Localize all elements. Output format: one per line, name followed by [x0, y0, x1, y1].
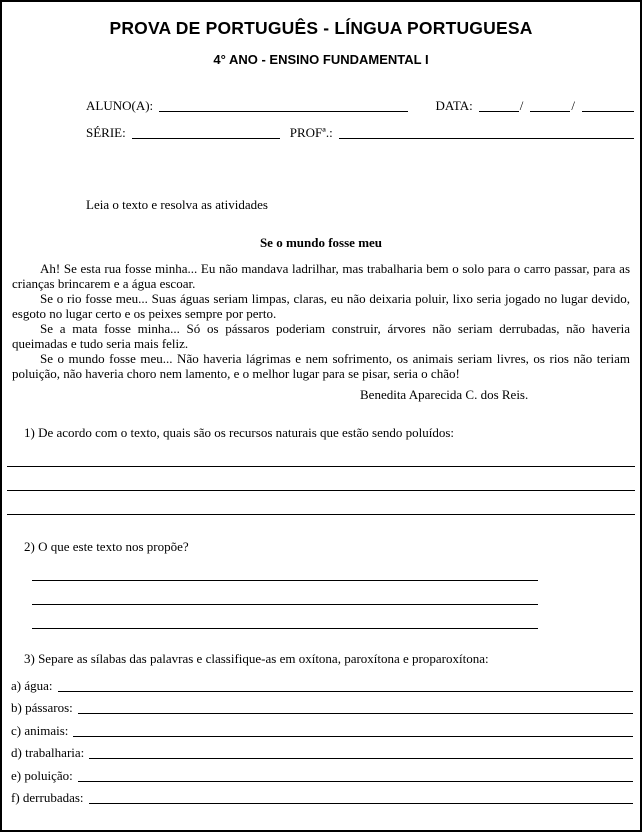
question-3-items — [2, 671, 640, 806]
syllable-item-label: b) pássaros: — [11, 700, 73, 715]
syllable-item-a — [11, 671, 633, 694]
answer-blank[interactable] — [89, 791, 633, 804]
syllable-item-f — [11, 784, 633, 807]
reading-paragraph-2: Se o rio fosse meu... Suas águas seriam limpas, claras, eu não deixaria poluir, lixo seria jogado no lugar devido, esgoto no lugar certo e os peixes sempre por perto. — [12, 291, 630, 321]
answer-blank[interactable] — [89, 746, 633, 759]
reading-paragraph-4: Se o mundo fosse meu... Não haveria lágrimas e nem sofrimento, os animais seriam livres, os rios não teriam poluição, não haveria choro nem lamento, e o melhor lugar para se pisar, seria o chão! — [12, 351, 630, 381]
syllable-item-b — [11, 694, 633, 717]
answer-blank[interactable] — [78, 701, 633, 714]
page-subtitle: 4° ANO - ENSINO FUNDAMENTAL I — [213, 52, 429, 67]
answer-line[interactable] — [32, 581, 538, 605]
student-name-label: ALUNO(A): — [86, 98, 154, 113]
date-month-blank[interactable] — [530, 99, 570, 112]
form-row-grade-teacher — [86, 114, 634, 141]
student-name-blank[interactable] — [159, 99, 407, 112]
date-separator: / — [519, 98, 524, 113]
date-day-blank[interactable] — [479, 99, 519, 112]
answer-line[interactable] — [7, 491, 635, 515]
syllable-item-label: e) poluição: — [11, 767, 73, 783]
answer-line[interactable] — [32, 605, 538, 629]
question-2-label: 2) O que este texto nos propõe? — [24, 539, 189, 554]
answer-blank[interactable] — [78, 769, 633, 782]
teacher-blank[interactable] — [339, 126, 634, 139]
date-year-blank[interactable] — [582, 99, 634, 112]
syllable-item-label: f) derrubadas: — [11, 790, 84, 805]
question-3-label: 3) Separe as sílabas das palavras e classifique-as em oxítona, paroxítona e proparoxítona: — [24, 651, 489, 666]
answer-line[interactable] — [32, 557, 538, 581]
answer-blank[interactable] — [58, 679, 633, 692]
syllable-item-label: d) trabalharia: — [11, 745, 85, 760]
question-1-answer-area — [2, 443, 640, 515]
reading-author: Benedita Aparecida C. dos Reis. — [360, 387, 529, 402]
answer-blank[interactable] — [73, 724, 633, 737]
reading-paragraph-1: Ah! Se esta rua fosse minha... Eu não mandava ladrilhar, mas trabalharia bem o solo para o carro passar, para as crianças brincarem e a água escoar. — [12, 261, 630, 291]
syllable-item-c — [11, 716, 633, 739]
page-title: PROVA DE PORTUGUÊS - LÍNGUA PORTUGUESA — [109, 18, 533, 38]
answer-line[interactable] — [7, 467, 635, 491]
reading-text-body — [12, 261, 630, 381]
answer-line[interactable] — [7, 443, 635, 467]
question-1-label: 1) De acordo com o texto, quais são os recursos naturais que estão sendo poluídos: — [24, 425, 454, 440]
syllable-item-d — [11, 739, 633, 762]
date-separator: / — [571, 98, 575, 113]
grade-blank[interactable] — [132, 126, 280, 139]
teacher-label: PROFª.: — [289, 125, 333, 140]
student-info-form — [86, 87, 634, 141]
instruction-text: Leia o texto e resolva as atividades — [86, 197, 268, 212]
syllable-item-label: c) animais: — [11, 722, 69, 738]
syllable-item-e — [11, 761, 633, 784]
syllable-item-label: a) água: — [11, 677, 53, 693]
reading-paragraph-3: Se a mata fosse minha... Só os pássaros poderiam construir, árvores não seriam derrubadas, não haveria queimadas e tudo seria mais feliz. — [12, 321, 630, 351]
date-label: DATA: — [435, 98, 473, 113]
reading-text-title: Se o mundo fosse meu — [259, 235, 383, 250]
grade-label: SÉRIE: — [86, 125, 126, 140]
form-row-student — [86, 87, 634, 114]
question-2-answer-area — [2, 557, 640, 629]
